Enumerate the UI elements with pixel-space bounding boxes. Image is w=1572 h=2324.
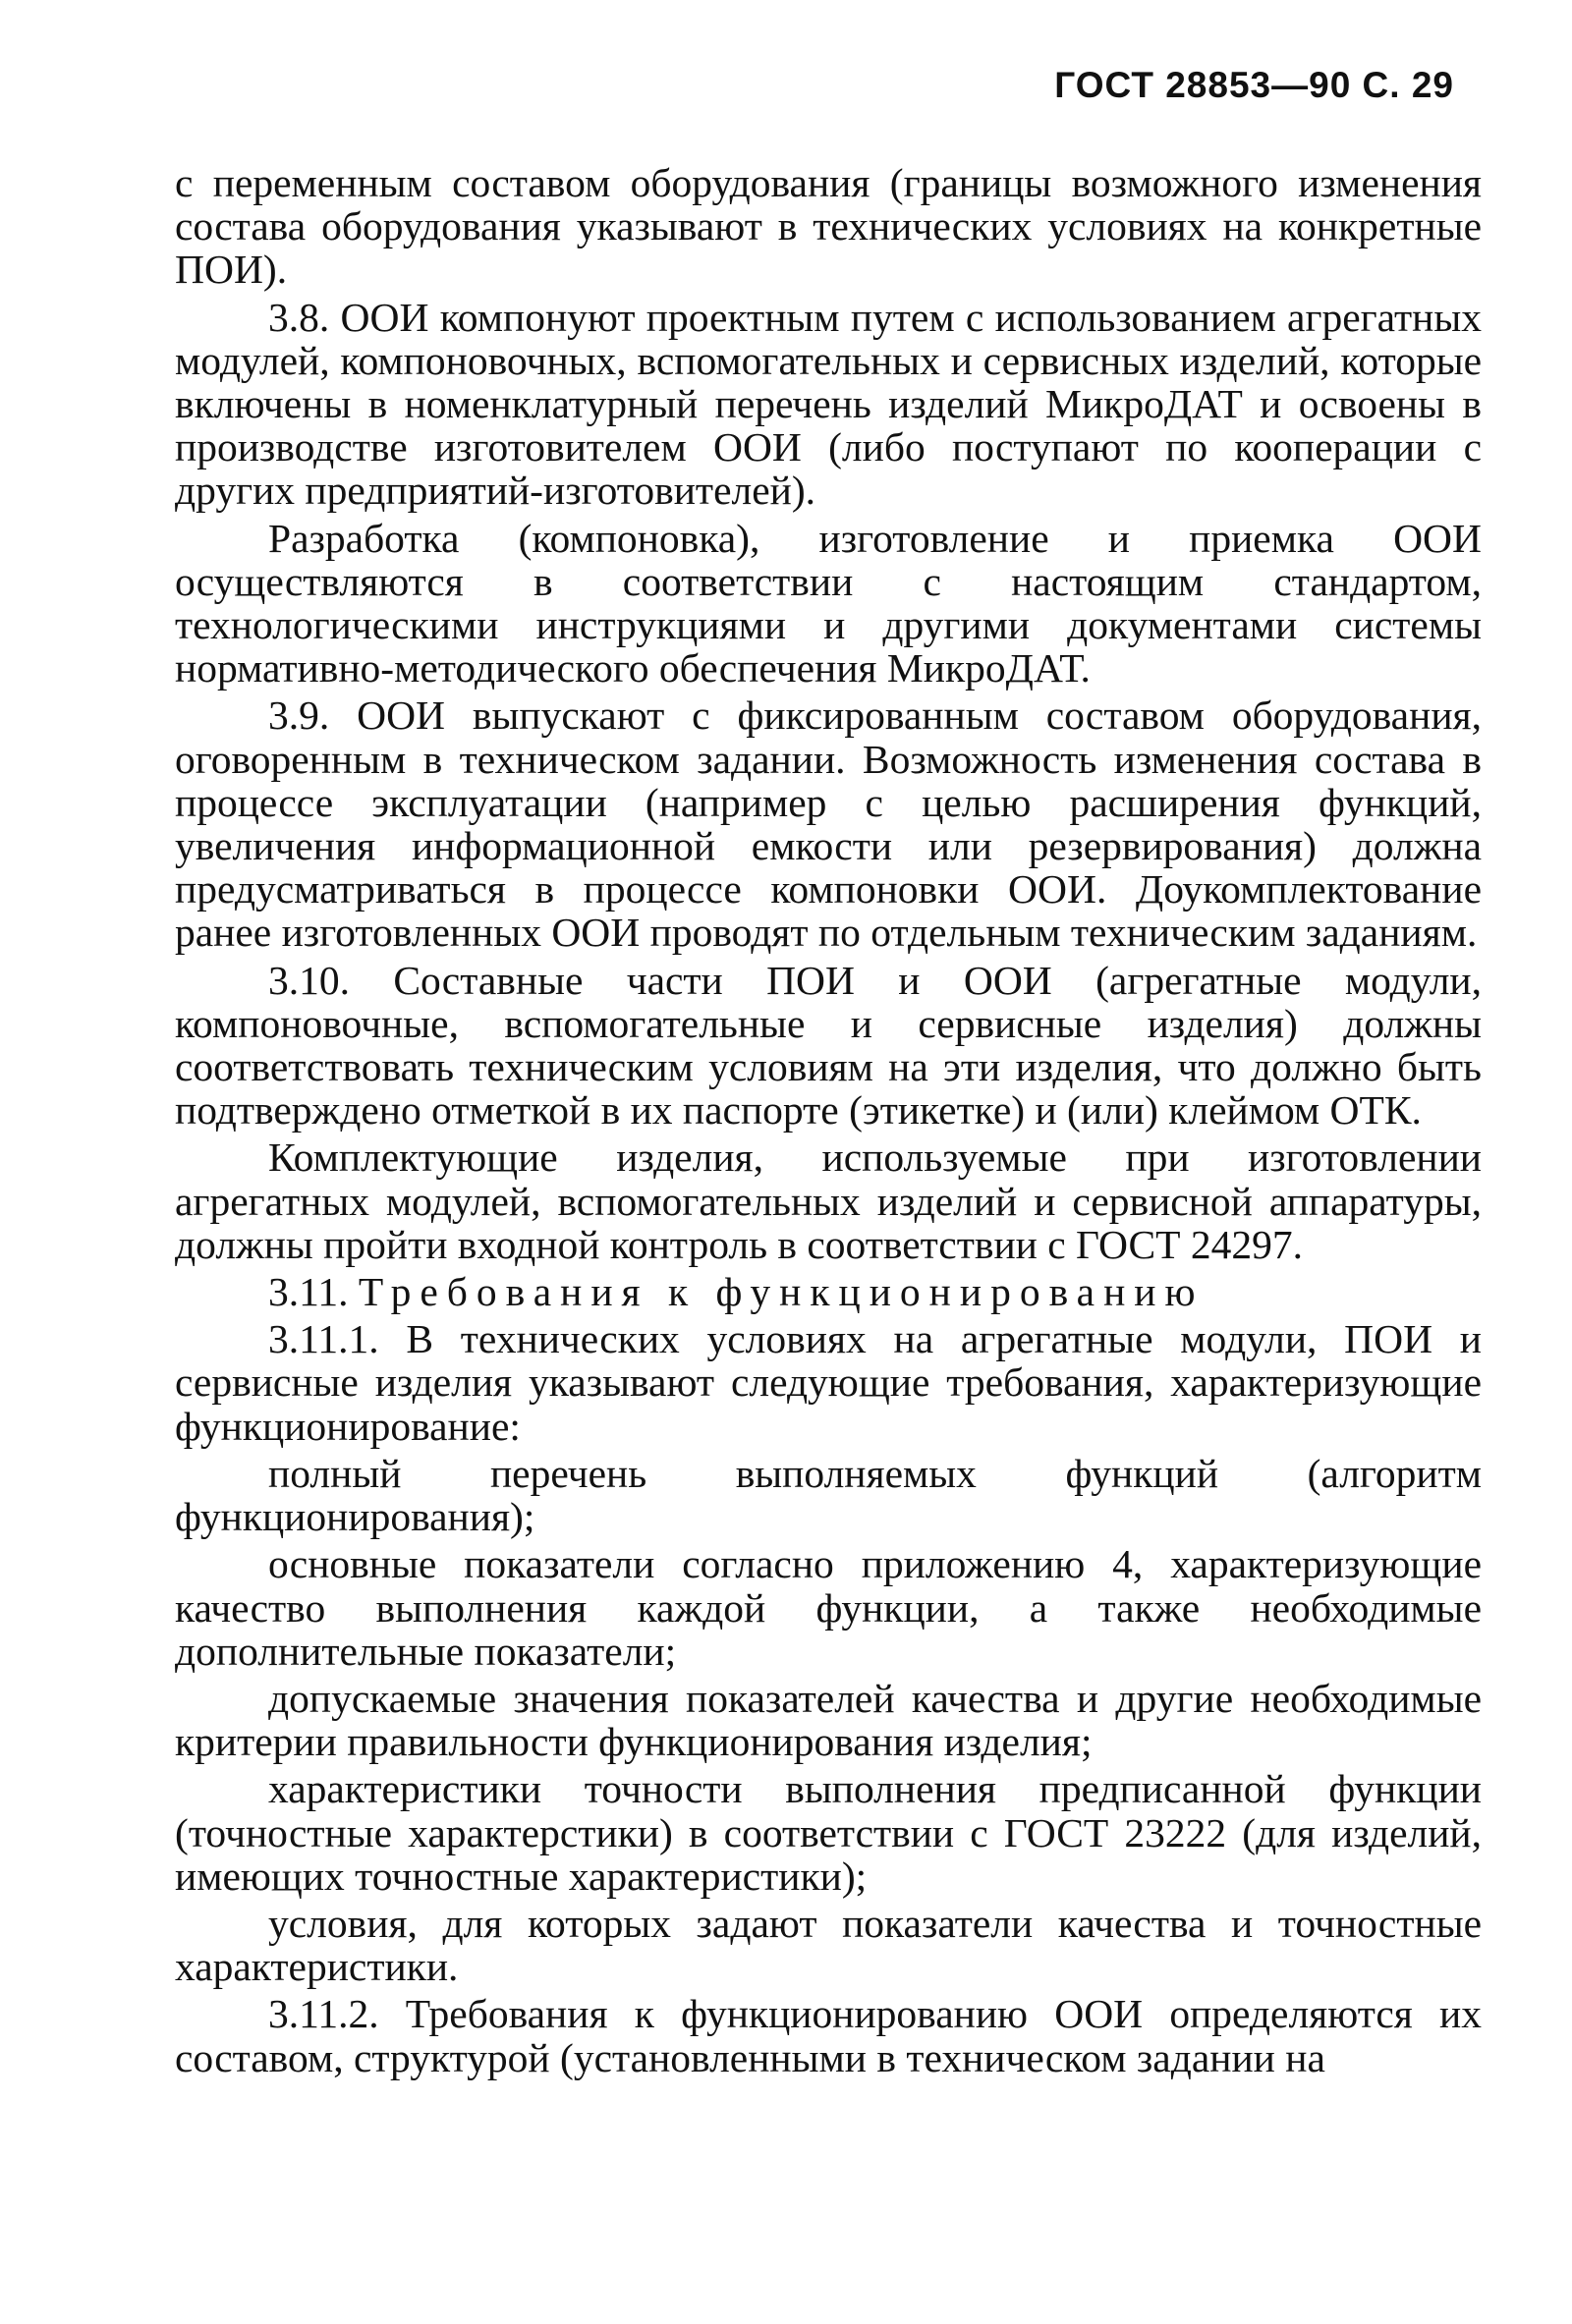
- section-heading: [175, 1270, 1482, 1313]
- section-title: Требования к функционированию: [358, 1269, 1205, 1315]
- paragraph: Разработка (компоновка), изготовление и приемка ООИ осуществляются в соответствии с настоящим стандартом, технологическими инструкциями и другими документами системы нормативно-методического обеспечения МикроДАТ.: [175, 515, 1482, 692]
- paragraph: 3.11.2. Требования к функционированию ООИ определяются их составом, структурой (установленными в техническом задании на: [175, 1991, 1482, 2080]
- section-number: 3.11.: [268, 1269, 349, 1315]
- list-item: условия, для которых задают показатели качества и точностные характеристики.: [175, 1900, 1482, 1990]
- list-item: характеристики точности выполнения предписанной функции (точностные характерстики) в соответствии с ГОСТ 23222 (для изделий, имеющих точностные характеристики);: [175, 1766, 1482, 1899]
- paragraph: с переменным составом оборудования (границы возможного изменения состава оборудования указывают в технических условиях на конкретные ПОИ).: [175, 160, 1482, 293]
- paragraph: 3.11.1. В технических условиях на агрегатные модули, ПОИ и сервисные изделия указывают следующие требования, характеризующие функционирование:: [175, 1316, 1482, 1449]
- running-header: ГОСТ 28853—90 С. 29: [1054, 65, 1454, 105]
- paragraph: Комплектующие изделия, используемые при изготовлении агрегатных модулей, вспомогательных изделий и сервисной аппаратуры, должны пройти входной контроль в соответствии с ГОСТ 24297.: [175, 1134, 1482, 1267]
- paragraph: 3.8. ООИ компонуют проектным путем с использованием агрегатных модулей, компоновочных, вспомогательных и сервисных изделий, которые включены в номенклатурный перечень изделий МикроДАТ и освоены в производстве изготовителем ООИ (либо поступают по кооперации с других предприятий-изготовителей).: [175, 294, 1482, 514]
- list-item: основные показатели согласно приложению 4, характеризующие качество выполнения каждой функции, а также необходимые дополнительные показатели;: [175, 1541, 1482, 1674]
- paragraph: 3.9. ООИ выпускают с фиксированным составом оборудования, оговоренным в техническом задании. Возможность изменения состава в процессе эксплуатации (например с целью расширения функций, увеличения информационной емкости или резервирования) должна предусматриваться в процессе компоновки ООИ. Доукомплектование ранее изготовленных ООИ проводят по отдельным техническим заданиям.: [175, 692, 1482, 956]
- paragraph: 3.10. Составные части ПОИ и ООИ (агрегатные модули, компоновочные, вспомогательные и сервисные изделия) должны соответствовать техническим условиям на эти изделия, что должно быть подтверждено отметкой в их паспорте (этикетке) и (или) клеймом ОТК.: [175, 957, 1482, 1134]
- body-text: [175, 161, 1482, 2083]
- list-item: допускаемые значения показателей качества и другие необходимые критерии правильности функционирования изделия;: [175, 1675, 1482, 1765]
- list-item: полный перечень выполняемых функций (алгоритм функционирования);: [175, 1450, 1482, 1540]
